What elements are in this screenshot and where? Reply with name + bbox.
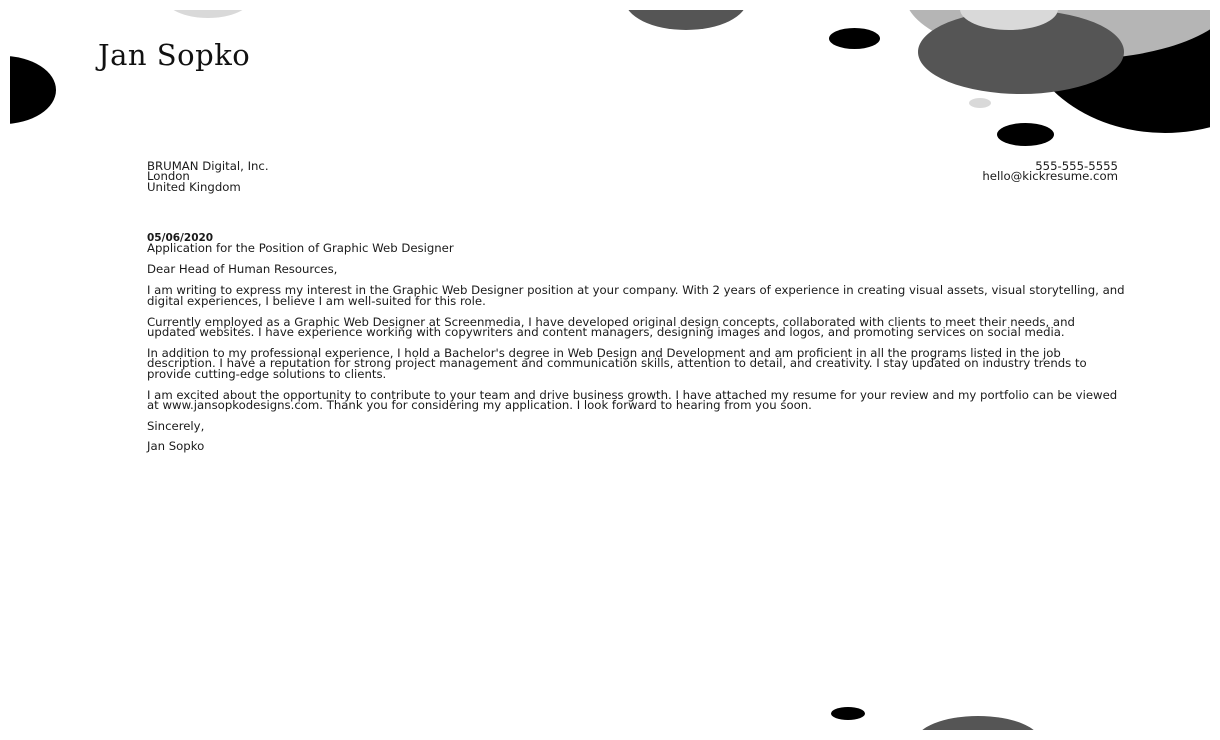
recipient-city: London	[147, 169, 190, 184]
letter-paragraph: I am excited about the opportunity to contribute to your team and drive business growth. I have attached my resume for your review and my portfolio can be viewed at www.jansopkodesigns.com. Thank you for considering my application. I look forward to hearing from you soon.	[147, 387, 1118, 412]
letter-salutation: Dear Head of Human Resources,	[147, 262, 338, 277]
letter-paragraph: I am writing to express my interest in the Graphic Web Designer position at your company. With 2 years of experience in creating visual assets, visual storytelling, and digital experiences, I believe I am well-suited for this role.	[147, 283, 1125, 308]
sender-contact	[982, 161, 1118, 182]
sender-email: hello@kickresume.com	[982, 169, 1118, 184]
decor-circle-left-black	[10, 56, 56, 124]
letter-signature: Jan Sopko	[147, 439, 205, 454]
decor-circle-top-left-gray	[165, 10, 251, 18]
decor-dot-right-black	[997, 123, 1054, 146]
decor-dot-small-gray	[969, 98, 991, 108]
letter-paragraph: In addition to my professional experience, I hold a Bachelor's degree in Web Design and Development and am proficient in all the programs listed in the job description. I have a reputation for strong project management and communication skills, attention to detail, and creativity. I stay updated on industry trends to provide cutting-edge solutions to clients.	[147, 345, 1087, 381]
letter-paragraph: Currently employed as a Graphic Web Designer at Screenmedia, I have developed original design concepts, collaborated with clients to meet their needs, and updated websites. I have experience working with copywriters and content managers, designing images and logos, and promoting services on social media.	[147, 314, 1075, 339]
decor-dot-bottom-black	[831, 707, 865, 720]
letter-body	[147, 233, 1127, 462]
letter-closing: Sincerely,	[147, 418, 205, 433]
sender-phone: 555-555-5555	[1035, 159, 1118, 173]
decor-circle-top-center-dark	[625, 10, 747, 30]
cover-letter-page	[10, 10, 1210, 730]
recipient-address	[147, 161, 269, 192]
applicant-name: Jan Sopko	[98, 38, 251, 72]
recipient-country: United Kingdom	[147, 179, 241, 194]
decor-circle-bottom-dark	[916, 716, 1040, 730]
letter-subject: Application for the Position of Graphic Web Designer	[147, 241, 454, 256]
decor-dot-top-black	[829, 28, 880, 49]
recipient-company: BRUMAN Digital, Inc.	[147, 159, 269, 173]
letter-date: 05/06/2020	[147, 232, 214, 244]
